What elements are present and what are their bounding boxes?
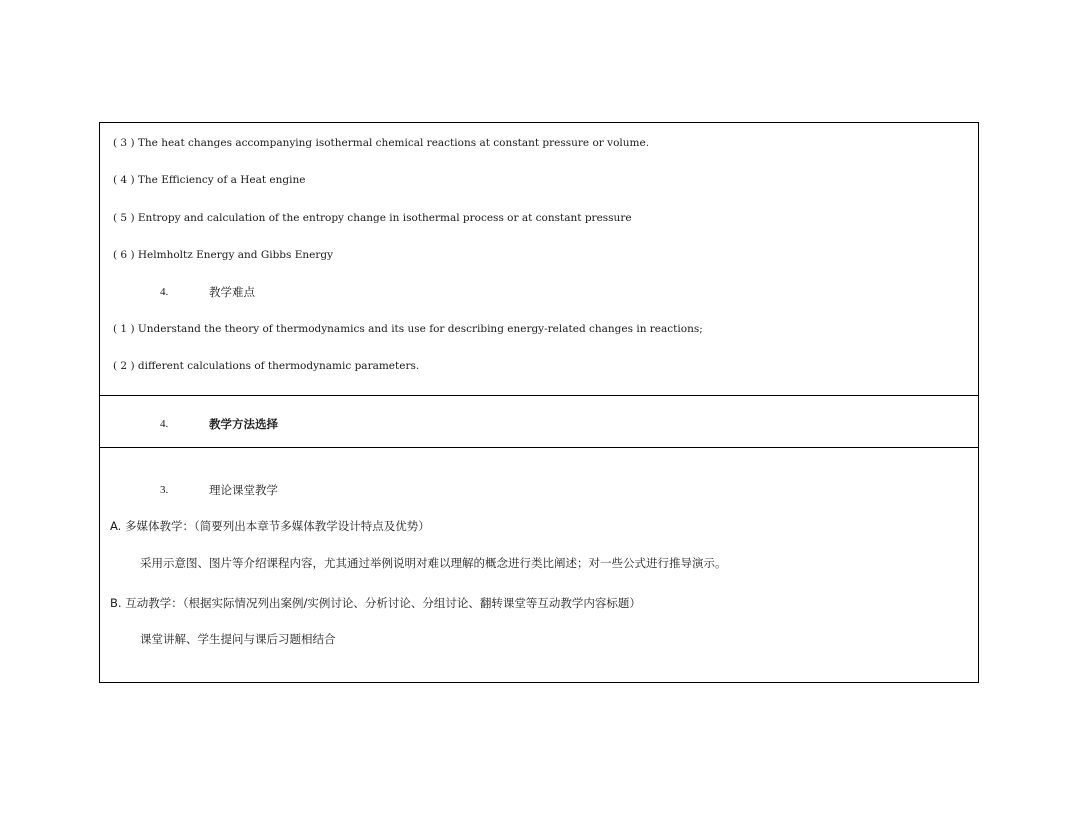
method-heading-number: 4. [160, 418, 169, 430]
teaching-method-cell [100, 448, 978, 682]
key-point-item-3: ( 3 ) The heat changes accompanying isothermal chemical reactions at constant pressure or volume. [113, 137, 650, 149]
interactive-label: B. 互动教学：（根据实际情况列出案例/实例讨论、分析讨论、分组讨论、翻转课堂等互动教学内容标题） [110, 596, 641, 610]
interactive-content: 课堂讲解、学生提问与课后习题相结合 [140, 632, 336, 646]
syllabus-table [99, 122, 979, 683]
theory-heading-number: 3. [160, 484, 169, 496]
difficulty-heading: 教学难点 [209, 285, 255, 299]
multimedia-label: A. 多媒体教学：（简要列出本章节多媒体教学设计特点及优势） [110, 519, 430, 533]
method-heading-cell [100, 395, 978, 448]
multimedia-content: 采用示意图、图片等介绍课程内容，尤其通过举例说明对难以理解的概念进行类比阐述；对一些公式进行推导演示。 [140, 556, 727, 570]
method-heading: 教学方法选择 [209, 417, 278, 431]
difficulty-heading-number: 4. [160, 286, 169, 298]
difficulty-item-2: ( 2 ) different calculations of thermodynamic parameters. [113, 360, 420, 372]
difficulty-item-1: ( 1 ) Understand the theory of thermodynamics and its use for describing energy-related changes in reactions; [113, 323, 703, 335]
theory-heading: 理论课堂教学 [209, 483, 278, 497]
key-points-cell [100, 123, 978, 395]
key-point-item-4: ( 4 ) The Efficiency of a Heat engine [113, 174, 306, 186]
key-point-item-6: ( 6 ) Helmholtz Energy and Gibbs Energy [113, 249, 334, 261]
key-point-item-5: ( 5 ) Entropy and calculation of the entropy change in isothermal process or at constant pressure [113, 212, 632, 224]
